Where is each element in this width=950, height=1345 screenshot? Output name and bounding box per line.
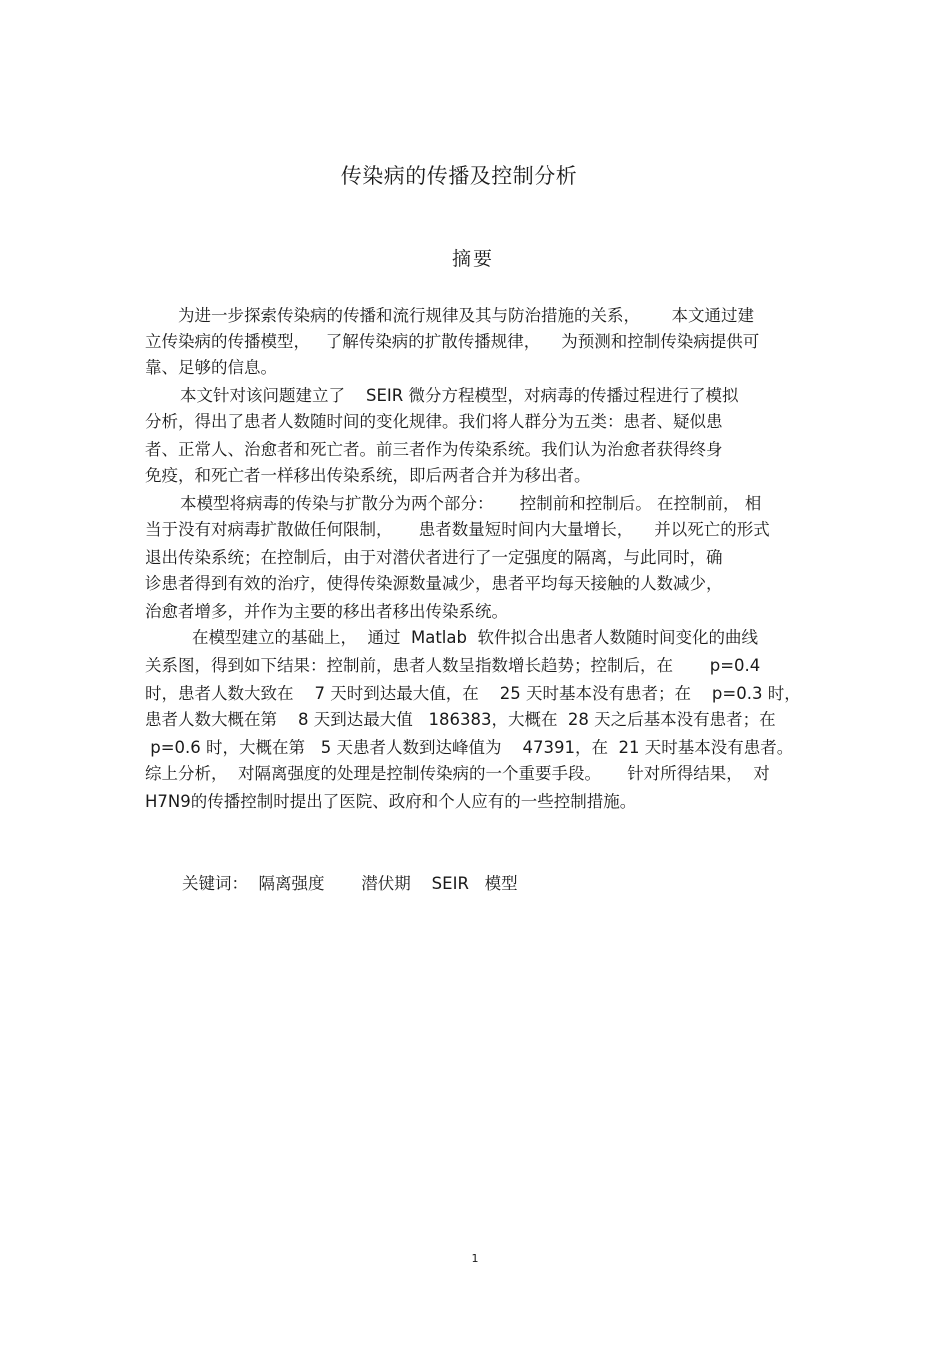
abstract-line: 分析，得出了患者人数随时间的变化规律。我们将人群分为五类：患者、疑似患	[145, 412, 723, 431]
abstract-heading: 摘要	[451, 248, 494, 270]
abstract-line: 为进一步探索传染病的传播和流行规律及其与防治措施的关系， 本文通过建	[178, 306, 754, 325]
abstract-line: 在模型建立的基础上， 通过 Matlab 软件拟合出患者人数随时间变化的曲线	[192, 628, 758, 647]
abstract-line: p=0.6 时，大概在第 5 天患者人数到达峰值为 47391，在 21 天时基本没有患者。	[145, 738, 794, 757]
page-number: 1	[471, 1252, 479, 1265]
abstract-line: 本文针对该问题建立了 SEIR 微分方程模型，对病毒的传播过程进行了模拟	[180, 386, 739, 405]
abstract-line: H7N9的传播控制时提出了医院、政府和个人应有的一些控制措施。	[145, 792, 637, 811]
abstract-line: 免疫，和死亡者一样移出传染系统，即后两者合并为移出者。	[145, 466, 591, 485]
abstract-line: 立传染病的传播模型， 了解传染病的扩散传播规律， 为预测和控制传染病提供可	[145, 332, 760, 351]
keywords-line: 关键词： 隔离强度 潜伏期 SEIR 模型	[182, 874, 518, 893]
abstract-line: 者、正常人、治愈者和死亡者。前三者作为传染系统。我们认为治愈者获得终身	[145, 440, 723, 459]
abstract-line: 患者人数大概在第 8 天到达最大值 186383，大概在 28 天之后基本没有患者；在	[145, 710, 776, 729]
abstract-line: 靠、足够的信息。	[145, 358, 277, 377]
abstract-line: 当于没有对病毒扩散做任何限制， 患者数量短时间内大量增长， 并以死亡的形式	[145, 520, 770, 539]
abstract-line: 诊患者得到有效的治疗，使得传染源数量减少，患者平均每天接触的人数减少，	[145, 574, 723, 593]
abstract-line: 时，患者人数大致在 7 天时到达最大值，在 25 天时基本没有患者；在 p=0.3 时，	[145, 684, 801, 703]
abstract-line: 本模型将病毒的传染与扩散分为两个部分： 控制前和控制后。 在控制前， 相	[180, 494, 762, 513]
abstract-line: 关系图，得到如下结果：控制前，患者人数呈指数增长趋势；控制后，在 p=0.4	[145, 656, 761, 675]
abstract-line: 综上分析， 对隔离强度的处理是控制传染病的一个重要手段。 针对所得结果， 对	[145, 764, 770, 783]
paper-title: 传染病的传播及控制分析	[340, 164, 578, 188]
abstract-line: 退出传染系统；在控制后，由于对潜伏者进行了一定强度的隔离，与此同时，确	[145, 548, 723, 567]
abstract-line: 治愈者增多，并作为主要的移出者移出传染系统。	[145, 602, 508, 621]
